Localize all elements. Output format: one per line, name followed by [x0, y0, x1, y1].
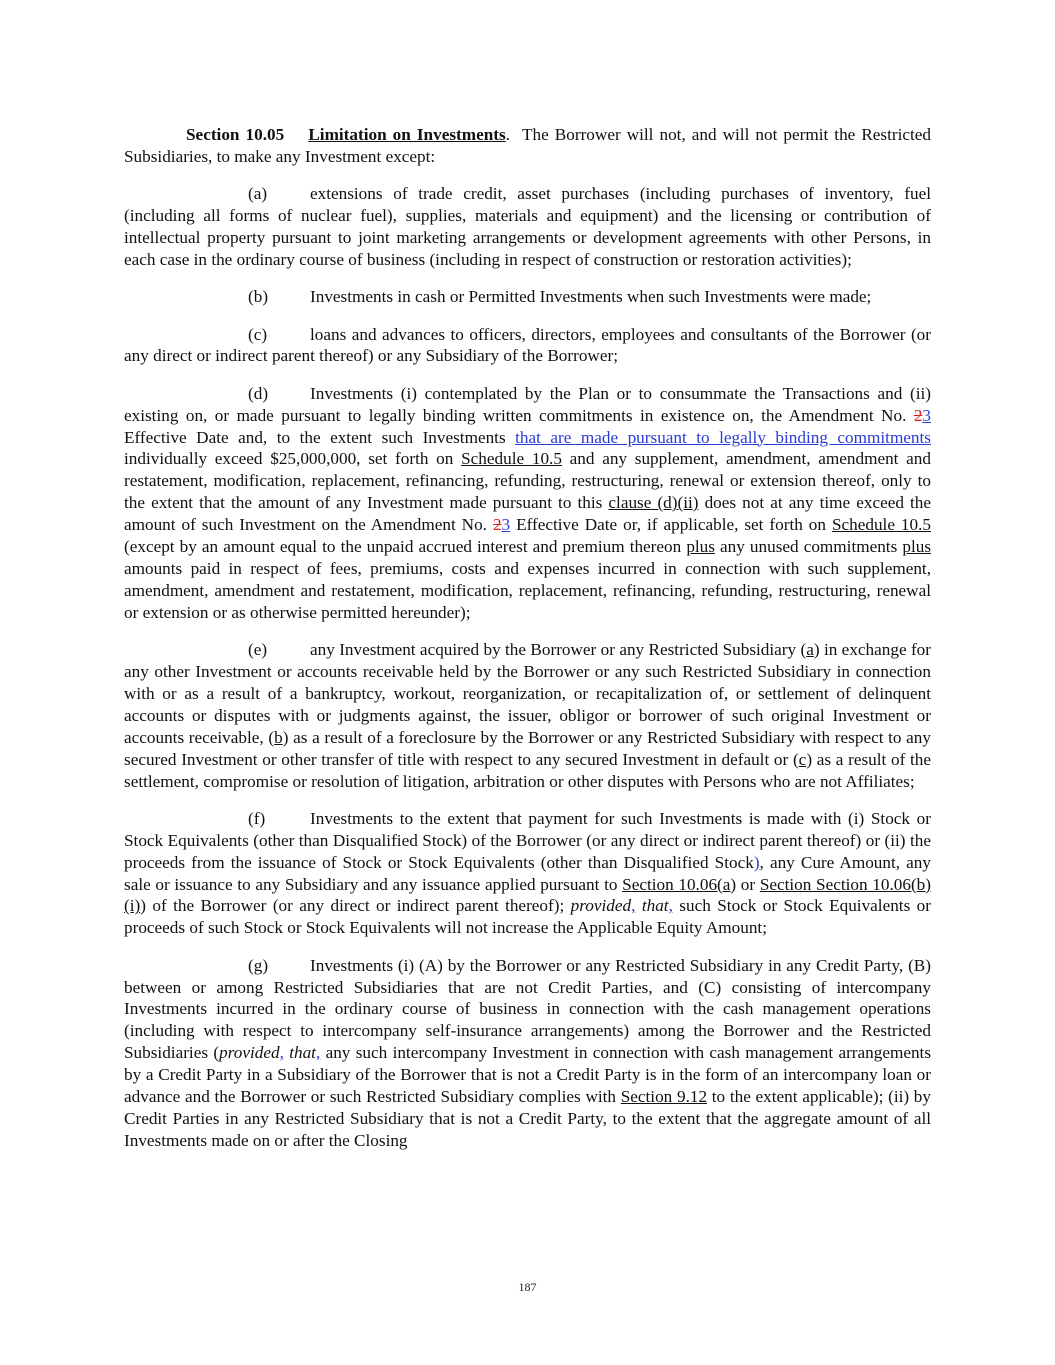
document-page [124, 124, 931, 1167]
plus-term: plus [686, 537, 715, 557]
redline-insertion: that are made pursuant to legally binding commitments [515, 427, 931, 447]
page-number: 187 [518, 1280, 537, 1294]
clause-text: Investments in cash or Permitted Investments when such Investments were made; [310, 287, 872, 307]
redline-insertion: , [279, 1043, 284, 1063]
clause-text: loans and advances to officers, directors, employees and consultants of the Borrower (or any direct or indirect parent thereof) or any Subsidiary of the Borrower; [124, 324, 931, 366]
clause-text: Effective Date and, to the extent such Investments [124, 427, 516, 447]
redline-insertion: , [668, 896, 673, 916]
clause-text: individually exceed $25,000,000, set forth on [124, 449, 462, 469]
clause-f [124, 808, 931, 939]
section-reference: Section Section 10.06(b)(i) [124, 874, 931, 916]
proviso-term: provided [570, 896, 632, 916]
redline-insertion: 3 [501, 515, 511, 535]
redline-deletion: 2 [913, 405, 923, 425]
clause-text: amounts paid in respect of fees, premiums, costs and expenses incurred in connection with such supplement, amendment, amendment and restatement, modification, replacement, refinancing, refunding, restructuring, renewal or extension or as otherwise permitted hereunder); [124, 558, 931, 622]
clause-text: does not at any time exceed the amount of such Investment on the Amendment No. [124, 493, 932, 535]
clause-text: ) of the Borrower (or any direct or indirect parent thereof); [140, 896, 571, 916]
clause-label: (f) [248, 808, 266, 828]
proviso-term: that [289, 1043, 316, 1063]
clause-g [124, 955, 931, 1152]
clause-text: ) as a result of the settlement, compromise or resolution of litigation, arbitration or other disputes with Persons who are not Affiliates; [124, 749, 931, 791]
clause-label: (a) [248, 184, 268, 204]
clause-text: any such intercompany Investment in connection with cash management arrangements by a Credit Party in a Subsidiary of the Borrower that is not a Credit Party is in the form of an intercompany loan or advance and the Borrower or such Restricted Subsidiary complies with [124, 1043, 932, 1107]
proviso-term: that [641, 896, 669, 916]
clause-text: Investments (i) contemplated by the Plan or to consummate the Transactions and (ii) existing on, or made pursuant to legally binding written commitments in existence on, the Amendment No. [124, 383, 931, 425]
clause-text: any unused commitments [714, 537, 903, 557]
clause-label: (e) [248, 640, 268, 660]
redline-deletion: 2 [492, 515, 502, 535]
section-heading-paragraph: Section 10.05 Limitation on Investments. The Borrower will not, and will not permit the Restricted Subsidiaries, to make any Investment except: [124, 125, 932, 166]
clause-text: Investments (i) (A) by the Borrower or any Restricted Subsidiary in any Credit Party, (B) between or among Restricted Subsidiaries that are not Credit Parties, and (C) consisting of intercompany Investments incurred in the ordinary course of business in connection with the cash management operations (including with respect to intercompany self-insurance arrangements) among the Borrower and the Restricted Subsidiaries ( [124, 955, 931, 1063]
sub-marker: c [798, 749, 807, 769]
clause-label: (c) [248, 324, 268, 344]
clause-label: (b) [248, 287, 269, 307]
clause-text: , any Cure Amount, any sale or issuance to any Subsidiary and any issuance applied pursuant to [124, 852, 931, 894]
clause-text: any Investment acquired by the Borrower or any Restricted Subsidiary ( [310, 640, 807, 660]
clause-d [124, 383, 931, 624]
clause-text: such Stock or Stock Equivalents or proceeds of such Stock or Stock Equivalents will not increase the Applicable Equity Amount; [124, 896, 931, 938]
section-number: Section 10.05 [186, 125, 285, 144]
section-intro: The Borrower will not, and will not permit the Restricted Subsidiaries, to make any Investment except: [124, 125, 932, 166]
clause-label: (g) [248, 955, 269, 975]
clause-text: Effective Date or, if applicable, set forth on [510, 515, 832, 535]
redline-insertion: , [315, 1043, 321, 1063]
clause-text: (except by an amount equal to the unpaid accrued interest and premium thereon [124, 537, 687, 557]
clause-reference: clause (d)(ii) [608, 493, 699, 513]
sub-marker: b [274, 727, 283, 747]
clause-text: ) in exchange for any other Investment or accounts receivable held by the Borrower or any such Restricted Subsidiary in connection with or as a result of a bankruptcy, workout, reorganization, or recapitalization of, or settlement of delinquent accounts or disputes with or judgments against, the issuer, obligor or borrower of such original Investment or accounts receivable, ( [124, 640, 931, 747]
section-reference: Section 10.06(a) [622, 874, 737, 894]
redline-insertion: 3 [922, 405, 931, 425]
sub-marker: a [806, 640, 814, 660]
clause-b [124, 286, 931, 308]
clause-text: Investments to the extent that payment for such Investments is made with (i) Stock or Stock Equivalents (other than Disqualified Stock) of the Borrower (or any direct or indirect parent thereof) or (ii) the proceeds from the issuance of Stock or Stock Equivalents (other than Disqualified Stock [124, 808, 931, 872]
clause-text: and any supplement, amendment, amendment and restatement, modification, replacement, refinancing, refunding, restructuring, renewal or extension thereof, only to the extent that the amount of any Investment made pursuant to this [124, 449, 931, 513]
proviso-term: provided [219, 1043, 280, 1063]
clause-c [124, 324, 931, 368]
section-reference: Section 9.12 [620, 1087, 708, 1107]
section-title: Limitation on Investments [308, 125, 506, 144]
clause-text: or [736, 874, 760, 894]
clause-a [124, 183, 931, 271]
clause-e [124, 639, 931, 792]
clause-text: extensions of trade credit, asset purchases (including purchases of inventory, fuel (including all forms of nuclear fuel), supplies, materials and equipment) and the licensing or contribution of intellectual property pursuant to joint marketing arrangements or development agreements with other Persons, in each case in the ordinary course of business (including in respect of construction or restoration activities); [124, 184, 931, 269]
schedule-reference: Schedule 10.5 [461, 449, 562, 469]
redline-insertion: , [631, 896, 636, 916]
clause-text: to the extent applicable); (ii) by Credit Parties in any Restricted Subsidiary that is not a Credit Party, to the extent that the aggregate amount of all Investments made on or after the Closing [124, 1087, 931, 1150]
clause-label: (d) [248, 383, 269, 403]
plus-term: plus [902, 537, 932, 557]
redline-insertion: ) [753, 852, 760, 872]
schedule-reference: Schedule 10.5 [831, 515, 931, 535]
clause-text: ) as a result of a foreclosure by the Borrower or any Restricted Subsidiary with respect to any secured Investment or other transfer of title with respect to any secured Investment in default or ( [124, 727, 931, 769]
